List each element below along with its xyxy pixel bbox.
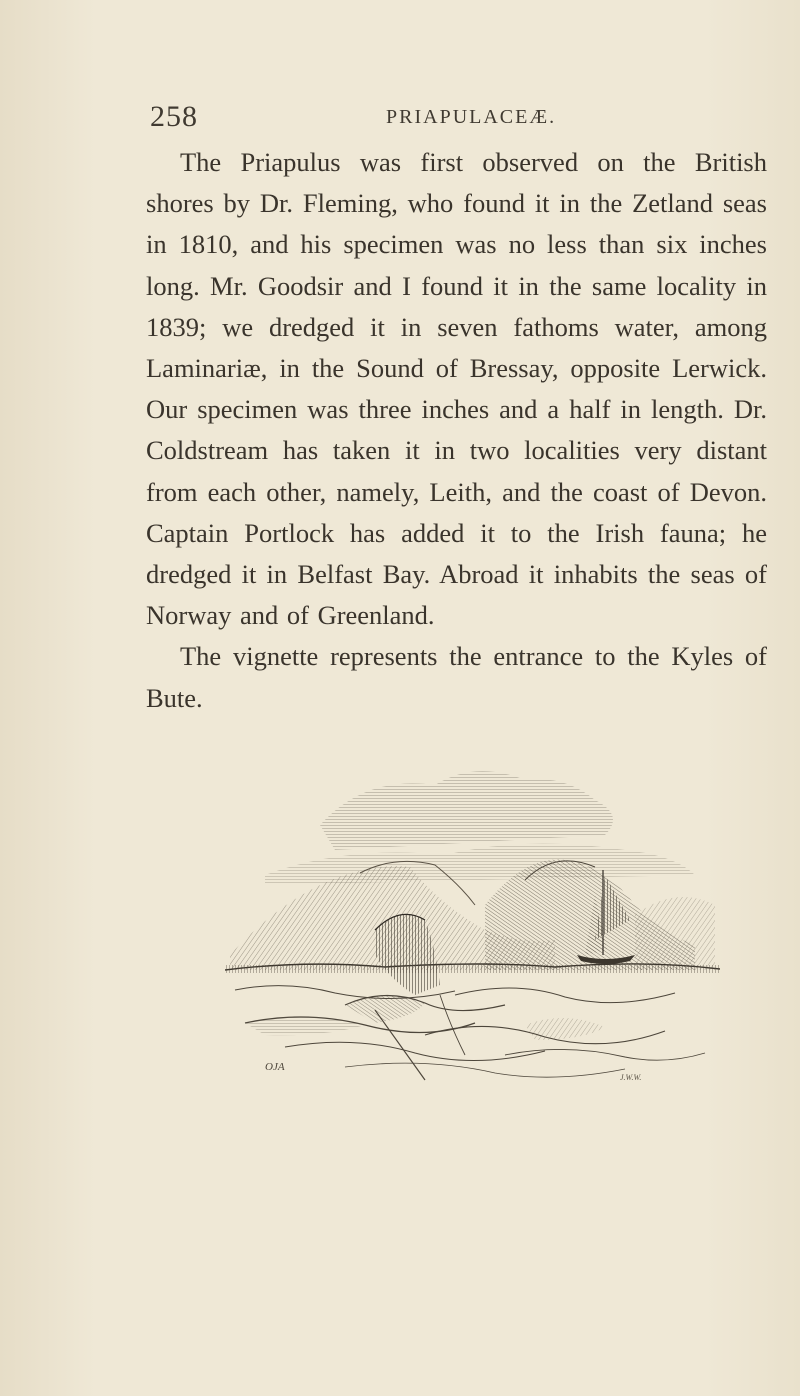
shoreline [225, 964, 720, 973]
running-title: PRIAPULACEÆ. [386, 106, 557, 128]
paragraph-vignette-caption: The vignette represents the entrance to the Kyles of Bute. [146, 641, 767, 713]
sky-clouds [265, 771, 695, 885]
vignette-illustration [225, 755, 720, 1100]
body-text [146, 142, 767, 719]
page-number: 258 [150, 100, 198, 133]
paragraph-priapulus-history: The Priapulus was first observed on the British shores by Dr. Fleming, who found it in the Zetland seas in 1810, and his specimen was no less than six inches long. Mr. Goodsir and I found it in the same locality in 1839; we dredged it in seven fathoms water, among Laminariæ, in the Sound of Bressay, opposite Lerwick. Our specimen was three inches and a half in length. Dr. Coldstream has taken it in two localities very distant from each other, namely, Leith, and the coast of Devon. Captain Portlock has added it to the Irish fauna; he dredged it in Belfast Bay. Abroad it inhabits the seas of Norway and of Greenland. [146, 147, 767, 631]
artist-signature: OJA [265, 1061, 285, 1073]
engraver-signature: J.W.W. [620, 1073, 642, 1082]
wave-shading [245, 995, 605, 1040]
